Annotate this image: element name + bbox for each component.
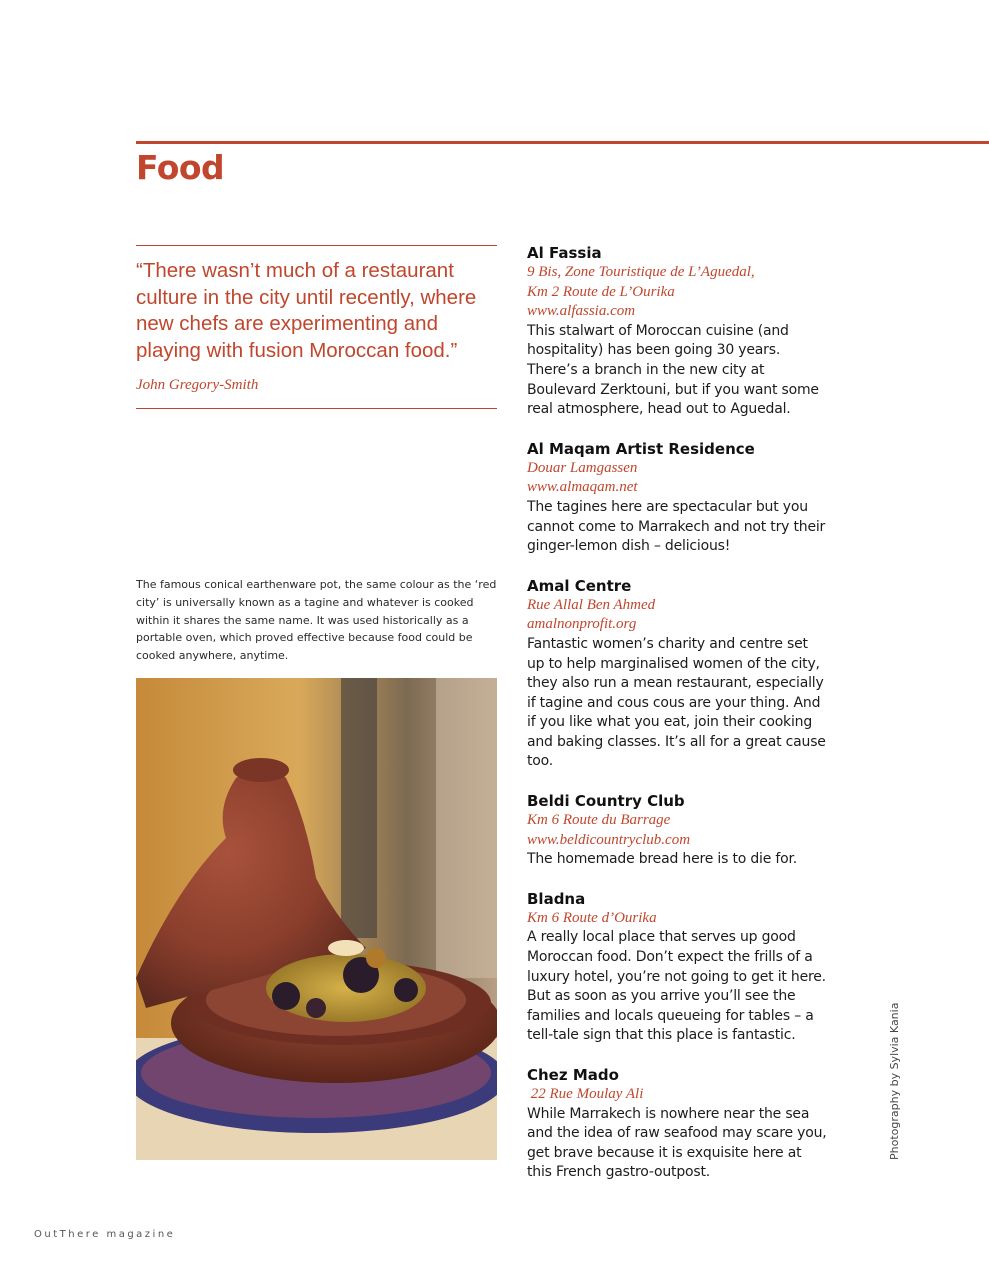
photo-caption: The famous conical earthenware pot, the same colour as the ‘red city’ is universally known as a tagine and whatever is cooked within it shares the same name. It was used historically as a portable oven, which proved effective because food could be cooked anywhere, anytime. <box>136 578 497 663</box>
magazine-footer: OutThere magazine <box>34 1229 176 1240</box>
venue-website-link[interactable]: www.alfassia.com <box>527 303 636 320</box>
tagine-photo <box>136 678 497 1160</box>
pull-quote-author: John Gregory-Smith <box>136 377 259 393</box>
venue-website-link[interactable]: www.almaqam.net <box>527 479 638 496</box>
venue-address: Km 6 Route du Barrage <box>527 812 671 829</box>
venue-description: Fantastic women’s charity and centre set up to help marginalised women of the city, they also run a mean restaurant, especially if tagine and cous cous are your thing. And if you like what you eat, join their cooking and baking classes. It’s all for a great cause too. <box>527 635 826 770</box>
venue-address: Km 6 Route d’Ourika <box>527 909 657 926</box>
venue-al-maqam <box>527 439 827 557</box>
venue-address: Km 2 Route de L’Ourika <box>527 283 675 300</box>
photo-credit: Photography by Sylvia Kania <box>888 1002 901 1160</box>
section-title: Food <box>136 148 225 187</box>
venue-address: 9 Bis, Zone Touristique de L’Aguedal, <box>527 264 755 280</box>
venue-beldi-country-club <box>527 791 827 870</box>
venue-description: While Marrakech is nowhere near the sea and the idea of raw seafood may scare you, get brave because it is exquisite here at this French gastro-outpost. <box>527 1105 827 1181</box>
venue-list <box>527 243 827 1202</box>
venue-name: Al Fassia <box>527 244 602 262</box>
venue-name: Al Maqam Artist Residence <box>527 439 755 458</box>
venue-address: 22 Rue Moulay Ali <box>527 1086 644 1102</box>
venue-description: This stalwart of Moroccan cuisine (and hospitality) has been going 30 years. There’s a branch in the new city at Boulevard Zerktouni, but if you want some real atmosphere, head out to Aguedal. <box>527 322 819 418</box>
venue-address: Rue Allal Ben Ahmed <box>527 596 656 613</box>
venue-name: Amal Centre <box>527 576 632 595</box>
venue-website-link[interactable]: www.beldicountryclub.com <box>527 831 691 848</box>
venue-bladna <box>527 889 827 1046</box>
venue-name: Chez Mado <box>527 1066 619 1084</box>
venue-name: Beldi Country Club <box>527 792 685 811</box>
venue-name: Bladna <box>527 889 586 908</box>
quote-top-rule <box>136 245 497 246</box>
venue-address: Douar Lamgassen <box>527 459 638 476</box>
venue-description: The homemade bread here is to die for. <box>527 851 798 868</box>
venue-chez-mado <box>527 1065 827 1183</box>
venue-description: The tagines here are spectacular but you cannot come to Marrakech and not try their ginger-lemon dish – delicious! <box>527 498 826 555</box>
pull-quote <box>136 245 497 409</box>
venue-description: A really local place that serves up good Moroccan food. Don’t expect the frills of a luxury hotel, you’re not going to get it here. But as soon as you arrive you’ll see the families and locals queueing for tables – a tell-tale sign that this place is fantastic. <box>527 929 826 1044</box>
venue-amal-centre <box>527 576 827 772</box>
quote-bottom-rule <box>136 408 497 409</box>
section-rule <box>136 141 989 144</box>
venue-website-link[interactable]: amalnonprofit.org <box>527 616 637 633</box>
venue-al-fassia <box>527 243 827 420</box>
pull-quote-text: “There wasn’t much of a restaurant culture in the city until recently, where new chefs are experimenting and playing with fusion Moroccan food.” <box>136 259 477 362</box>
